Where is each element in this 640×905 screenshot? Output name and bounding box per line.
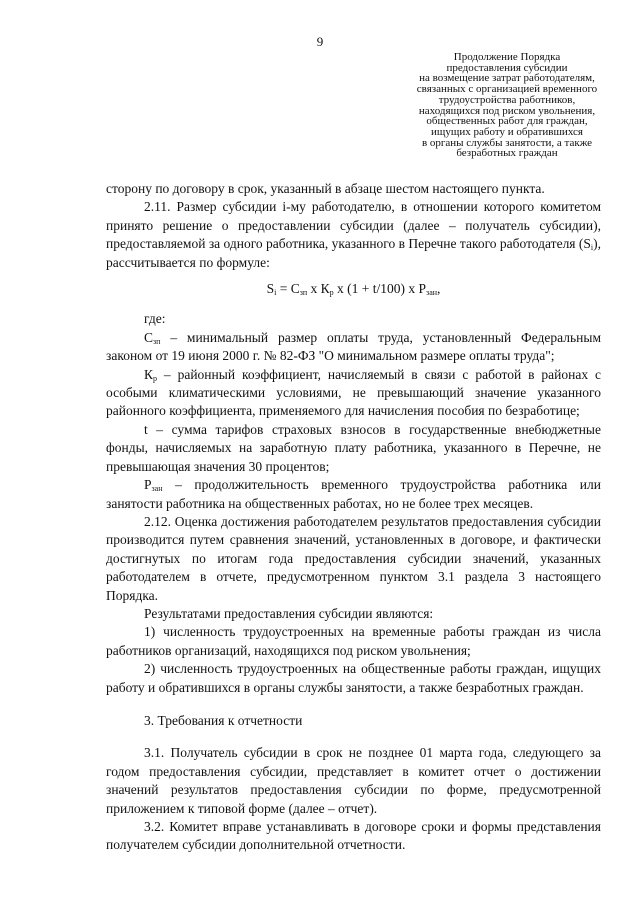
document-body [106,180,601,855]
formula-part: S [266,281,275,297]
header-line: ищущих работу и обратившихся [431,125,583,138]
formula-part: х (1 + t/100) х Р [333,281,427,297]
paragraph-text: ), рассчитывается по формуле: [106,236,602,270]
paragraph-2-12: 2.12. Оценка достижения работодателем результатов предоставления субсидии производится путем сравнения значений, установленных в договоре, и фактически достигнутых по итогам года предоставления субсидии значений, указанных работодателем в отчете, предусмотренном пунктом 3.1 раздела 3 настоящего Порядка. [106,513,601,603]
definition-t: t – сумма тарифов страховых взносов в государственные внебюджетные фонды, начисляемых на заработную плату работника, указанного в Перечне, не превышающая значения 30 процентов; [106,421,601,474]
result-item-1: 1) численность трудоустроенных на временные работы граждан из числа работников организаций, находящихся под риском увольнения; [106,624,601,658]
subscript: зп [153,336,161,346]
subscript: зп [299,288,308,298]
definition-text: – продолжительность временного трудоустройства работника или занятости работника на общественных работах, но не более трех месяцев. [106,477,601,511]
definition-c [106,329,601,366]
result-item-2: 2) численность трудоустроенных на общественные работы граждан, ищущих работу и обратившихся в органы службы занятости, а также безработных граждан. [106,661,601,695]
formula-part: , [437,281,441,297]
definition-k [106,366,601,421]
definition-p [106,476,601,513]
subscript: i [590,243,594,253]
formula [106,280,601,298]
header-line: связанных с организацией временного [416,83,598,96]
paragraph-3-2: 3.2. Комитет вправе устанавливать в договоре сроки и формы представления получателем субсидии дополнительной отчетности. [106,819,601,853]
symbol: Р [144,477,152,493]
header-line: на возмещение затрат работодателям, [419,72,595,85]
subscript: i [274,288,277,298]
appendix-header [372,52,640,159]
paragraph-continuation: сторону по договору в срок, указанный в абзаце шестом настоящего пункта. [106,181,545,196]
subscript: р [329,288,334,298]
definition-text: – районный коэффициент, начисляемый в связи с работой в районах с особыми климатическими условиями, не превышающий значение указанного районного коэффициента, применяемого для начисления пособия по безработице; [106,366,601,419]
header-line: предоставления субсидии [446,61,568,74]
header-line: общественных работ для граждан, [426,115,588,128]
paragraph-3-1: 3.1. Получатель субсидии в срок не позднее 01 марта года, следующего за годом предоставления субсидии, представляет в комитет отчет о достижении значений результатов предоставления субсидии по форме, предусмотренной приложением к типовой форме (далее – отчет). [106,745,601,816]
symbol: С [144,329,154,345]
paragraph-text: 2.11. Размер субсидии i-му работодателю, в отношении которого комитетом принято решение о предоставлении субсидии (далее – получатель субсидии), предоставляемой за одного работника, указанного в Перечне такого работодателя (S [106,199,601,252]
formula-part: х К [307,281,330,297]
formula-part: = С [276,281,300,297]
header-line: трудоустройства работников, [438,93,576,106]
subscript: зан [151,484,163,494]
where-label: где: [144,311,166,327]
symbol: К [144,366,154,382]
header-line: Продолжение Порядка [453,51,561,63]
header-line: находящихся под риском увольнения, [418,104,596,117]
definition-text: – минимальный размер оплаты труда, установленный Федеральным законом от 19 июня 2000 г. № 82-ФЗ "О минимальном размере оплаты труда"; [106,329,601,364]
subscript: р [153,373,158,383]
paragraph-2-11 [106,198,601,272]
page-number: 9 [316,34,324,49]
paragraph-results: Результатами предоставления субсидии являются: [144,605,434,621]
header-line: безработных граждан [456,147,558,160]
section-heading: 3. Требования к отчетности [144,712,303,728]
subscript: зан [426,288,438,298]
header-line: в органы службы занятости, а также [421,136,593,149]
